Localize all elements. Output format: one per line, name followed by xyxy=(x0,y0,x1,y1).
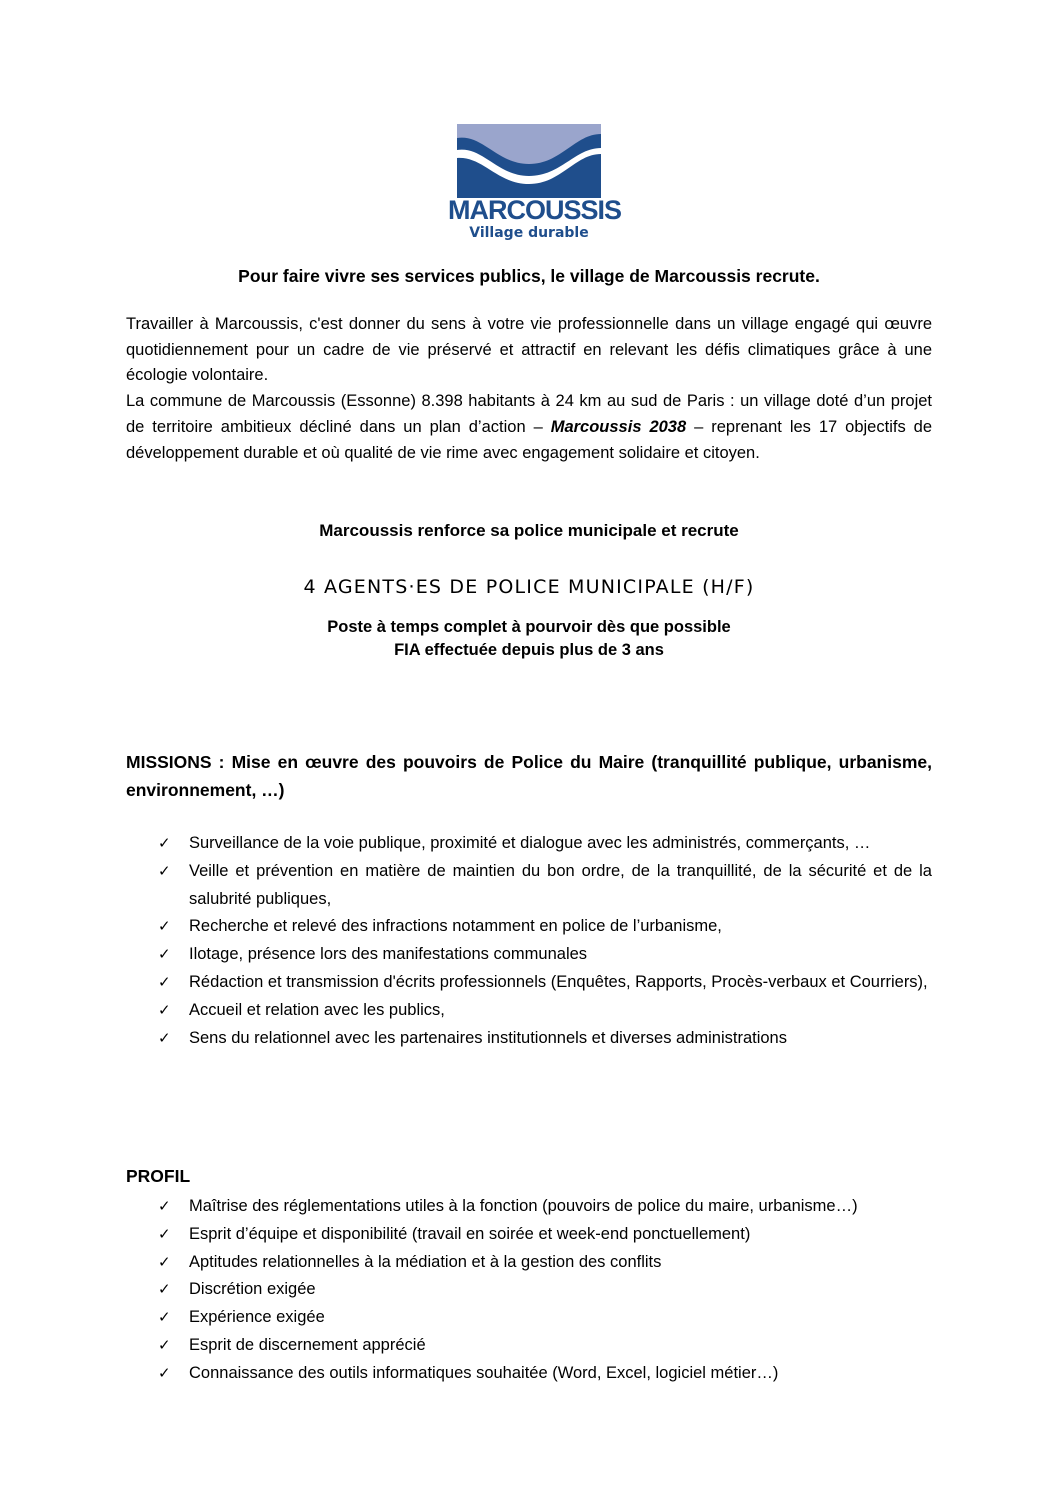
list-item: ✓ Aptitudes relationnelles à la médiation et à la gestion des conflits xyxy=(158,1249,932,1277)
wave-emblem-icon xyxy=(457,124,601,198)
checkmark-icon: ✓ xyxy=(158,1252,171,1271)
checkmark-icon: ✓ xyxy=(158,1335,171,1354)
list-item: ✓ Ilotage, présence lors des manifestations communales xyxy=(158,941,932,969)
list-item: ✓ Recherche et relevé des infractions notamment en police de l’urbanisme, xyxy=(158,913,932,941)
job-title: 4 AGENTS·ES DE POLICE MUNICIPALE (H/F) xyxy=(303,576,755,598)
checkmark-icon: ✓ xyxy=(158,972,171,991)
marcoussis-logo xyxy=(448,110,622,258)
page-headline: Pour faire vivre ses services publics, le village de Marcoussis recrute. xyxy=(238,266,820,286)
checkmark-icon: ✓ xyxy=(158,945,171,964)
position-details xyxy=(126,616,932,662)
plan-name: Marcoussis 2038 xyxy=(550,417,687,436)
intro-paragraph-2 xyxy=(126,389,932,466)
list-item: ✓ Accueil et relation avec les publics, xyxy=(158,997,932,1025)
profil-list xyxy=(158,1193,932,1388)
list-item: ✓ Discrétion exigée xyxy=(158,1276,932,1304)
list-item: ✓ Connaissance des outils informatiques souhaitée (Word, Excel, logiciel métier…) xyxy=(158,1360,932,1388)
missions-list xyxy=(158,830,932,1052)
logo-brand-text: MARCOUSSIS xyxy=(448,195,622,225)
checkmark-icon: ✓ xyxy=(158,1000,171,1019)
checkmark-icon: ✓ xyxy=(158,1028,171,1047)
checkmark-icon: ✓ xyxy=(158,1363,171,1382)
checkmark-icon: ✓ xyxy=(158,1224,171,1243)
intro-p2-before: La commune de Marcoussis (Essonne) 8.398 habitants à 24 km au sud de Paris : un village doté d’un projet de territoire ambitieux décliné dans un plan d’action – xyxy=(126,392,932,436)
checkmark-icon: ✓ xyxy=(158,1280,171,1299)
checkmark-icon: ✓ xyxy=(158,1308,171,1327)
checkmark-icon: ✓ xyxy=(158,834,171,852)
intro-paragraph-1: Travailler à Marcoussis, c'est donner du sens à votre vie professionnelle dans un village engagé qui œuvre quotidiennement pour un cadre de vie préservé et attractif en relevant les défis climatiques grâce à une écologie volontaire. xyxy=(126,315,932,385)
intro-p2-after: – reprenant les 17 objectifs de développement durable et où qualité de vie rime avec engagement solidaire et citoyen. xyxy=(126,417,932,462)
checkmark-icon: ✓ xyxy=(158,861,171,880)
list-item: ✓ Maîtrise des réglementations utiles à la fonction (pouvoirs de police du maire, urbanisme…) xyxy=(158,1193,932,1221)
list-item: ✓ Surveillance de la voie publique, proximité et dialogue avec les administrés, commerçants, … xyxy=(158,830,932,858)
intro-text xyxy=(126,312,932,466)
checkmark-icon: ✓ xyxy=(158,917,171,936)
position-line-1: Poste à temps complet à pourvoir dès que possible xyxy=(327,618,731,636)
list-item: ✓ Esprit de discernement apprécié xyxy=(158,1332,932,1360)
list-item: ✓ Esprit d’équipe et disponibilité (travail en soirée et week-end ponctuellement) xyxy=(158,1221,932,1249)
profil-heading: PROFIL xyxy=(126,1166,191,1186)
logo-tagline: Village durable xyxy=(469,225,589,241)
list-item: ✓ Expérience exigée xyxy=(158,1304,932,1332)
list-item: ✓ Rédaction et transmission d'écrits professionnels (Enquêtes, Rapports, Procès-verbaux et Courriers), xyxy=(158,969,932,997)
list-item: ✓ Sens du relationnel avec les partenaires institutionnels et diverses administrations xyxy=(158,1025,932,1053)
recruitment-subheading: Marcoussis renforce sa police municipale et recrute xyxy=(319,521,739,540)
position-line-2: FIA effectuée depuis plus de 3 ans xyxy=(394,641,664,659)
list-item: ✓ Veille et prévention en matière de maintien du bon ordre, de la tranquillité, de la sécurité et de la salubrité publiques, xyxy=(158,858,932,914)
checkmark-icon: ✓ xyxy=(158,1197,171,1215)
missions-heading: MISSIONS : Mise en œuvre des pouvoirs de Police du Maire (tranquillité publique, urbanisme, environnement, …) xyxy=(126,752,932,800)
